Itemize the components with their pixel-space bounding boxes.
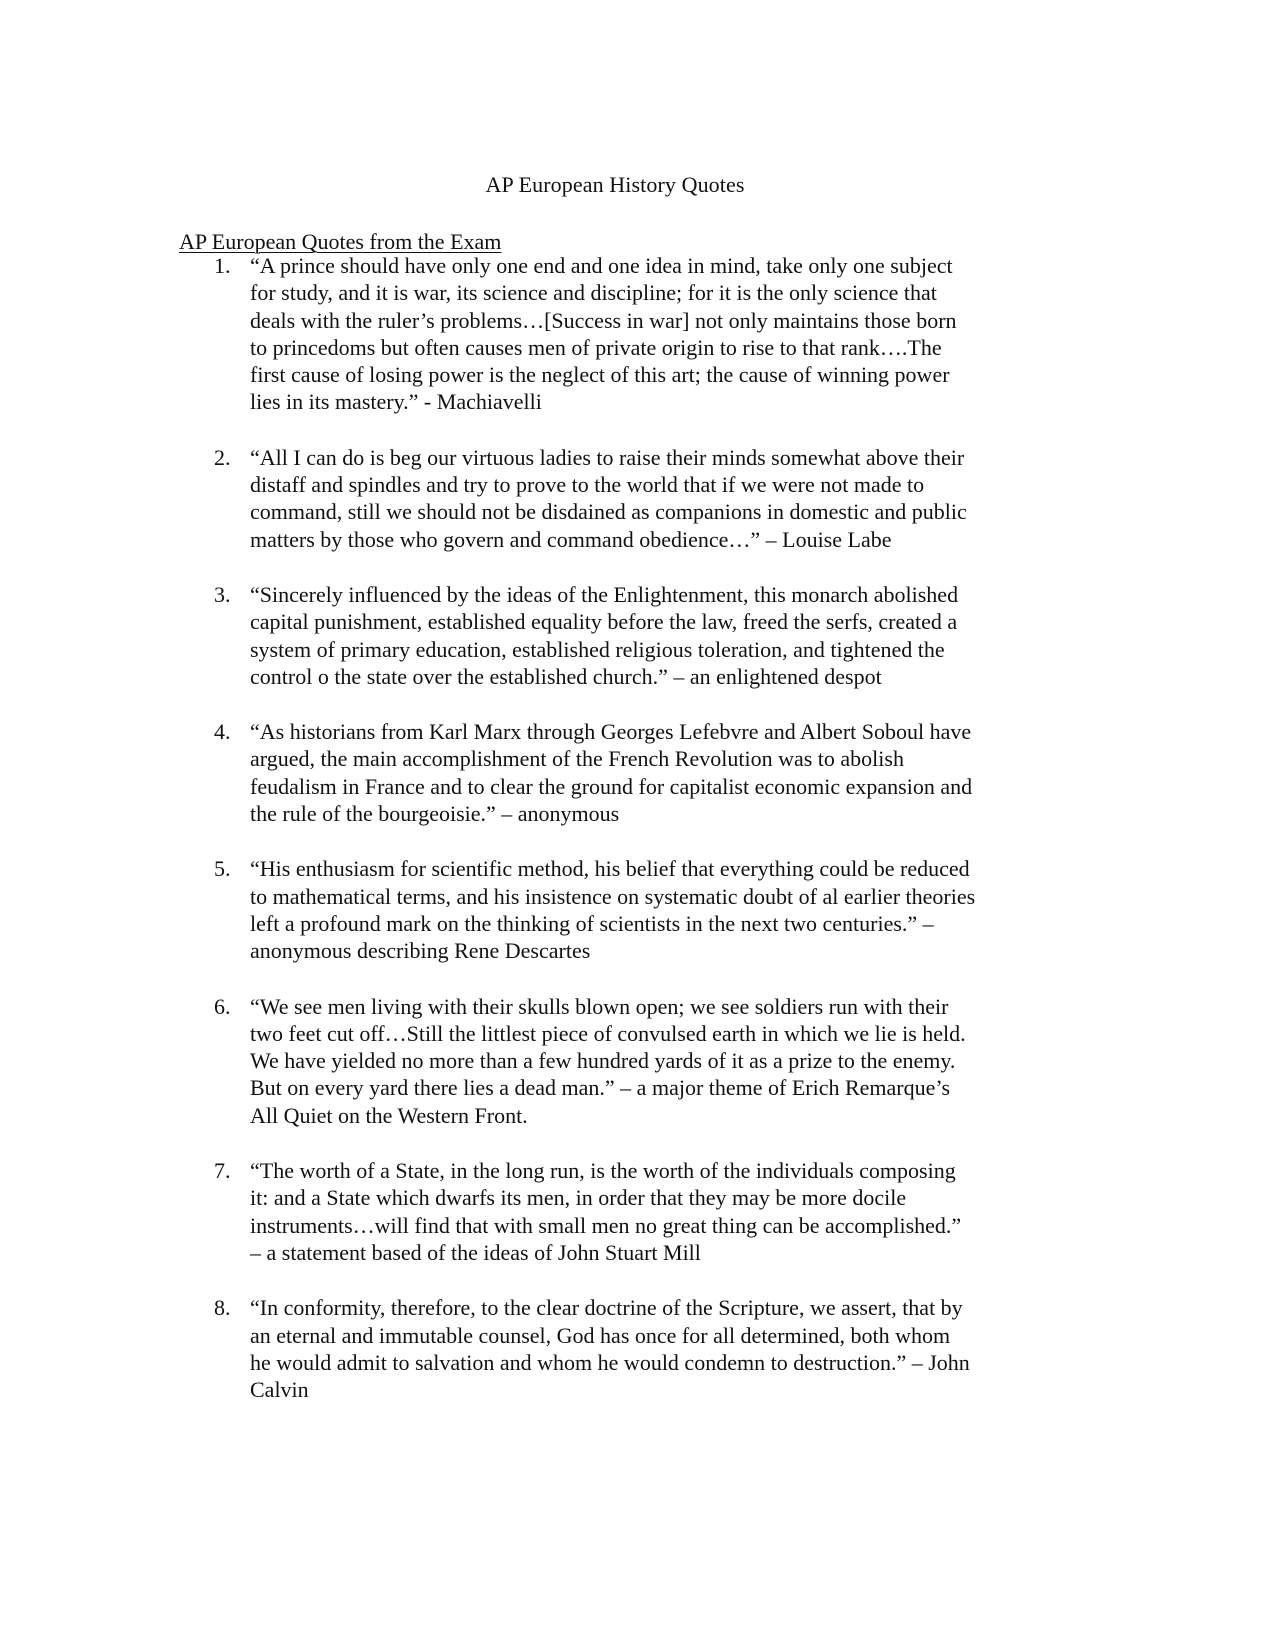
quote-text — [250, 444, 1044, 553]
quote-line: capital punishment, established equality before the law, freed the serfs, created a — [250, 609, 958, 635]
quote-line: argued, the main accomplishment of the French Revolution was to abolish — [250, 746, 904, 772]
quote-line: system of primary education, established religious toleration, and tightened the — [250, 636, 945, 662]
section-heading: AP European Quotes from the Exam — [179, 229, 502, 254]
quote-item — [214, 1294, 1044, 1403]
quote-line: But on every yard there lies a dead man.” – a major theme of Erich Remarque’s — [250, 1075, 951, 1101]
quote-line: for study, and it is war, its science and discipline; for it is the only science that — [250, 280, 937, 306]
quote-line: Calvin — [250, 1377, 309, 1403]
quote-line: left a profound mark on the thinking of scientists in the next two centuries.” – — [250, 910, 934, 936]
quote-line: “All I can do is beg our virtuous ladies to raise their minds somewhat above their — [250, 444, 965, 470]
quote-line: “His enthusiasm for scientific method, his belief that everything could be reduced — [250, 856, 970, 882]
quote-text — [250, 252, 1044, 416]
quote-line: control o the state over the established church.” – an enlightened despot — [250, 663, 882, 689]
quote-line: the rule of the bourgeoisie.” – anonymous — [250, 801, 620, 827]
quote-line: to princedoms but often causes men of private origin to rise to that rank….The — [250, 334, 942, 360]
quote-line: deals with the ruler’s problems…[Success in war] not only maintains those born — [250, 307, 957, 333]
quote-line: command, still we should not be disdained as companions in domestic and public — [250, 499, 967, 525]
quote-line: “A prince should have only one end and one idea in mind, take only one subject — [250, 253, 953, 278]
quote-line: it: and a State which dwarfs its men, in order that they may be more docile — [250, 1185, 907, 1211]
quote-text — [250, 718, 1044, 827]
quote-line: “Sincerely influenced by the ideas of the Enlightenment, this monarch abolished — [250, 581, 959, 607]
quote-line: We have yielded no more than a few hundred yards of it as a prize to the enemy. — [250, 1048, 956, 1074]
quote-line: to mathematical terms, and his insistence on systematic doubt of al earlier theories — [250, 883, 976, 909]
quote-line: All Quiet on the Western Front. — [250, 1102, 528, 1128]
quote-line: he would admit to salvation and whom he would condemn to destruction.” – John — [250, 1349, 970, 1375]
quote-list — [214, 252, 1044, 1431]
quote-item — [214, 444, 1044, 553]
quote-number: 3. — [214, 581, 231, 607]
quote-line: first cause of losing power is the neglect of this art; the cause of winning power — [250, 362, 950, 388]
quote-line: anonymous describing Rene Descartes — [250, 938, 591, 964]
quote-item — [214, 718, 1044, 827]
quote-line: an eternal and immutable counsel, God has once for all determined, both whom — [250, 1322, 951, 1348]
document-title: AP European History Quotes — [485, 172, 745, 197]
quote-line: two feet cut off…Still the littlest piece of convulsed earth in which we lie is held. — [250, 1020, 966, 1046]
quote-item — [214, 855, 1044, 964]
quote-number: 6. — [214, 993, 231, 1019]
quote-line: instruments…will find that with small men no great thing can be accomplished.” — [250, 1212, 962, 1238]
quote-line: lies in its mastery.” - Machiavelli — [250, 389, 542, 415]
quote-number: 5. — [214, 856, 231, 882]
quote-number: 1. — [214, 253, 231, 278]
quote-item — [214, 252, 1044, 416]
quote-text — [250, 855, 1044, 964]
quote-item — [214, 993, 1044, 1129]
quote-number: 7. — [214, 1158, 231, 1184]
quote-line: “We see men living with their skulls blown open; we see soldiers run with their — [250, 993, 949, 1019]
quote-line: feudalism in France and to clear the ground for capitalist economic expansion and — [250, 773, 973, 799]
quote-text — [250, 1157, 1044, 1266]
quote-number: 8. — [214, 1295, 231, 1321]
quote-item — [214, 1157, 1044, 1266]
quote-line: distaff and spindles and try to prove to the world that if we were not made to — [250, 472, 925, 498]
quote-text — [250, 993, 1044, 1129]
quote-line: – a statement based of the ideas of John Stuart Mill — [250, 1239, 701, 1265]
quote-line: matters by those who govern and command obedience…” – Louise Labe — [250, 526, 892, 552]
quote-text — [250, 1294, 1044, 1403]
quote-number: 4. — [214, 719, 231, 745]
quote-line: “In conformity, therefore, to the clear doctrine of the Scripture, we assert, that by — [250, 1295, 963, 1321]
quote-line: “As historians from Karl Marx through Georges Lefebvre and Albert Soboul have — [250, 719, 972, 745]
quote-text — [250, 581, 1044, 690]
quote-item — [214, 581, 1044, 690]
quote-line: “The worth of a State, in the long run, is the worth of the individuals composing — [250, 1158, 956, 1184]
quote-number: 2. — [214, 444, 231, 470]
